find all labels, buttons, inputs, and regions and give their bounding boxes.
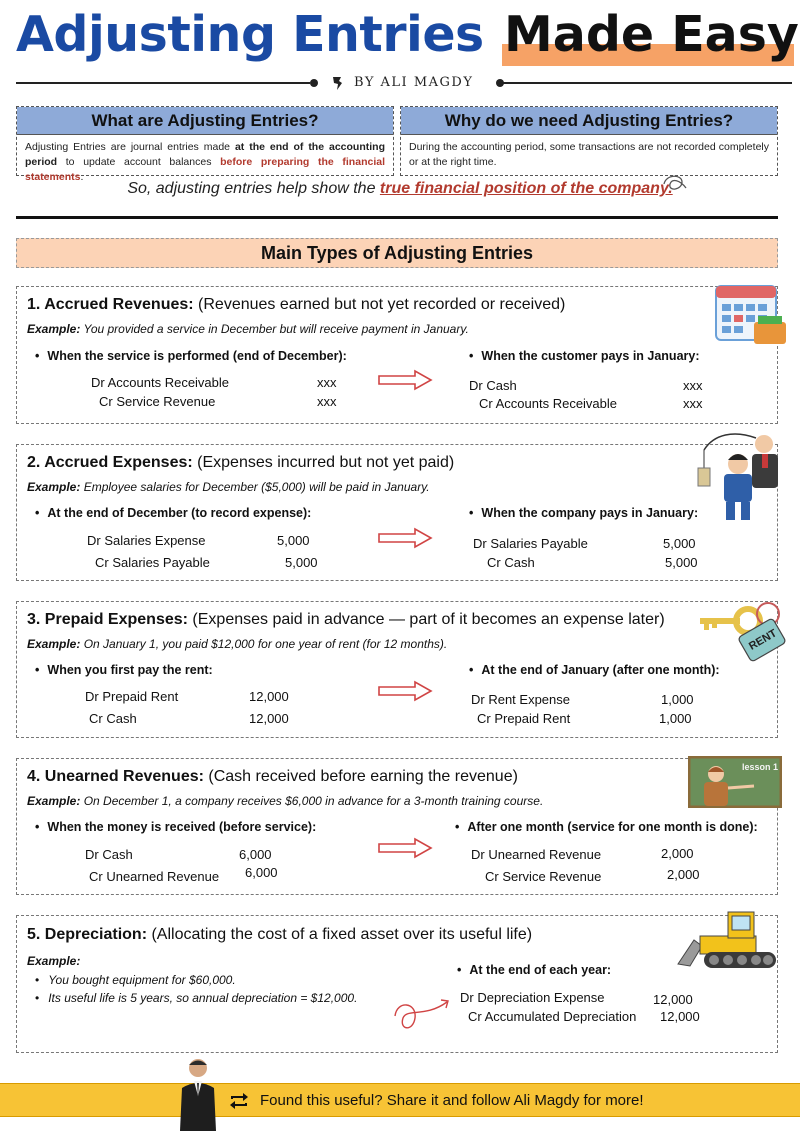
entry-account: Dr Salaries Payable [473, 536, 588, 551]
entry-amount: 1,000 [659, 711, 692, 726]
entry-amount: xxx [683, 378, 703, 393]
byline-rule-left [16, 82, 310, 84]
example-label: Example: [27, 794, 81, 808]
section-title-bold: 1. Accrued Revenues: [27, 296, 194, 313]
section-prepaid-expenses [16, 601, 778, 738]
section-title-bold: 5. Depreciation: [27, 926, 148, 943]
conclusion-emphasis: true financial position of the company. [379, 180, 673, 197]
entry-account: Cr Accumulated Depreciation [468, 1009, 637, 1024]
section-title [27, 926, 532, 944]
entry-account: Dr Rent Expense [471, 692, 570, 707]
example-text [27, 954, 80, 968]
section-accrued-revenues [16, 286, 778, 424]
example-item: • You bought equipment for $60,000. [35, 973, 236, 987]
right-bullet: • At the end of January (after one month): [469, 663, 720, 677]
what-text-b: at the end of the accounting period [25, 141, 385, 168]
page-title [16, 2, 799, 68]
teacher-board-icon [688, 756, 782, 808]
entry-account: Dr Salaries Expense [87, 533, 206, 548]
why-text: During the accounting period, some transactions are not recorded completely or at the right time. [409, 141, 769, 168]
entry-account: Dr Depreciation Expense [460, 990, 605, 1005]
entry-amount: 6,000 [239, 847, 272, 862]
why-heading: Why do we need Adjusting Entries? [401, 107, 777, 135]
example-body: You provided a service in December but will receive payment in January. [80, 322, 469, 336]
example-label: Example: [27, 637, 81, 651]
section-title-bold: 4. Unearned Revenues: [27, 768, 204, 785]
left-bullet: • When the service is performed (end of December): [35, 349, 347, 363]
section-title [27, 768, 518, 786]
example-text [27, 322, 469, 336]
entry-account: Cr Salaries Payable [95, 555, 210, 570]
entry-amount: 12,000 [660, 1009, 700, 1024]
left-bullet: • When you first pay the rent: [35, 663, 213, 677]
entry-amount: 6,000 [245, 865, 278, 880]
entry-amount: 2,000 [667, 867, 700, 882]
what-heading: What are Adjusting Entries? [17, 107, 393, 135]
example-body: On January 1, you paid $12,000 for one year of rent (for 12 months). [80, 637, 448, 651]
entry-amount: 5,000 [665, 555, 698, 570]
right-arrow-icon [377, 527, 433, 549]
section-title-bold: 2. Accrued Expenses: [27, 454, 193, 471]
left-bullet: • When the money is received (before service): [35, 820, 316, 834]
calendar-wallet-icon [714, 278, 790, 348]
right-bullet: • When the customer pays in January: [469, 349, 700, 363]
conclusion-a: So, adjusting entries help show the [127, 180, 380, 197]
what-text-c: to update account balances [57, 156, 221, 168]
byline [16, 72, 778, 94]
footer-text: Found this useful? Share it and follow Ali Magdy for more! [260, 1092, 644, 1109]
example-body: Employee salaries for December ($5,000) will be paid in January. [80, 480, 430, 494]
swirl-arrow-icon [660, 172, 688, 196]
entry-account: Cr Service Revenue [99, 394, 216, 409]
why-box [400, 106, 778, 176]
example-label: Example: [27, 322, 81, 336]
author-logo-icon [330, 75, 344, 94]
entry-account: Cr Unearned Revenue [89, 869, 220, 884]
section-title-bold: 3. Prepaid Expenses: [27, 611, 188, 628]
example-body: On December 1, a company receives $6,000 in advance for a 3-month training course. [80, 794, 544, 808]
left-bullet: • At the end of December (to record expense): [35, 506, 311, 520]
right-arrow-icon [377, 369, 433, 391]
section-title [27, 454, 454, 472]
byline-text: BY ALI MAGDY [354, 75, 474, 90]
entry-account: Dr Cash [469, 378, 517, 393]
rent-key-tag-icon [698, 596, 790, 668]
example-label: Example: [27, 480, 81, 494]
example-item: • Its useful life is 5 years, so annual depreciation = $12,000. [35, 991, 357, 1005]
entry-amount: 2,000 [661, 846, 694, 861]
entry-amount: 12,000 [653, 992, 693, 1007]
entry-account: Dr Unearned Revenue [471, 847, 602, 862]
main-types-heading: Main Types of Adjusting Entries [16, 238, 778, 268]
entry-amount: 1,000 [661, 692, 694, 707]
section-subtitle: (Cash received before earning the revenue) [203, 768, 518, 785]
share-icon[interactable] [228, 1092, 250, 1110]
what-text-a: Adjusting Entries are journal entries made [25, 141, 235, 153]
entry-amount: xxx [683, 396, 703, 411]
right-bullet: • When the company pays in January: [469, 506, 698, 520]
rent-tag-text: RENT [747, 627, 779, 653]
entry-account: Dr Accounts Receivable [91, 375, 230, 390]
example-label: Example: [27, 954, 81, 968]
what-box [16, 106, 394, 183]
byline-dot-left [310, 79, 318, 87]
entry-amount: 5,000 [285, 555, 318, 570]
example-text [27, 480, 430, 494]
section-accrued-expenses [16, 444, 778, 581]
author-photo [176, 1056, 220, 1131]
section-depreciation [16, 915, 778, 1053]
what-text-d: before preparing the financial statements [25, 156, 385, 183]
what-text-e: . [80, 171, 84, 183]
entry-amount: 12,000 [249, 689, 289, 704]
entry-account: Dr Cash [85, 847, 133, 862]
right-arrow-icon [377, 680, 433, 702]
right-bullet: • At the end of each year: [457, 963, 611, 977]
entry-account: Cr Service Revenue [485, 869, 602, 884]
board-text: lesson 1 [742, 762, 779, 772]
section-subtitle: (Revenues earned but not yet recorded or received) [193, 296, 566, 313]
example-text [27, 794, 543, 808]
boss-employee-money-icon [694, 430, 790, 524]
entry-account: Cr Accounts Receivable [479, 396, 618, 411]
entry-amount: xxx [317, 375, 337, 390]
entry-amount: 12,000 [249, 711, 289, 726]
entry-account: Cr Cash [487, 555, 535, 570]
title-part1: Adjusting Entries [16, 6, 484, 63]
title-part2: Made Easy [504, 6, 799, 63]
entry-account: Cr Cash [89, 711, 137, 726]
right-arrow-icon [377, 837, 433, 859]
example-text [27, 637, 447, 651]
entry-amount: xxx [317, 394, 337, 409]
loop-arrow-icon [391, 996, 455, 1036]
entry-account: Dr Prepaid Rent [85, 689, 179, 704]
bulldozer-icon [676, 906, 780, 970]
section-subtitle: (Expenses paid in advance — part of it becomes an expense later) [187, 611, 665, 628]
section-unearned-revenues [16, 758, 778, 895]
byline-rule-right [502, 82, 792, 84]
section-divider [16, 216, 778, 219]
entry-amount: 5,000 [277, 533, 310, 548]
section-subtitle: (Expenses incurred but not yet paid) [192, 454, 455, 471]
footer-bar [0, 1083, 800, 1117]
section-title [27, 611, 665, 629]
section-title [27, 296, 565, 314]
entry-account: Cr Prepaid Rent [477, 711, 571, 726]
section-subtitle: (Allocating the cost of a fixed asset over its useful life) [147, 926, 533, 943]
entry-amount: 5,000 [663, 536, 696, 551]
right-bullet: • After one month (service for one month is done): [455, 820, 758, 834]
